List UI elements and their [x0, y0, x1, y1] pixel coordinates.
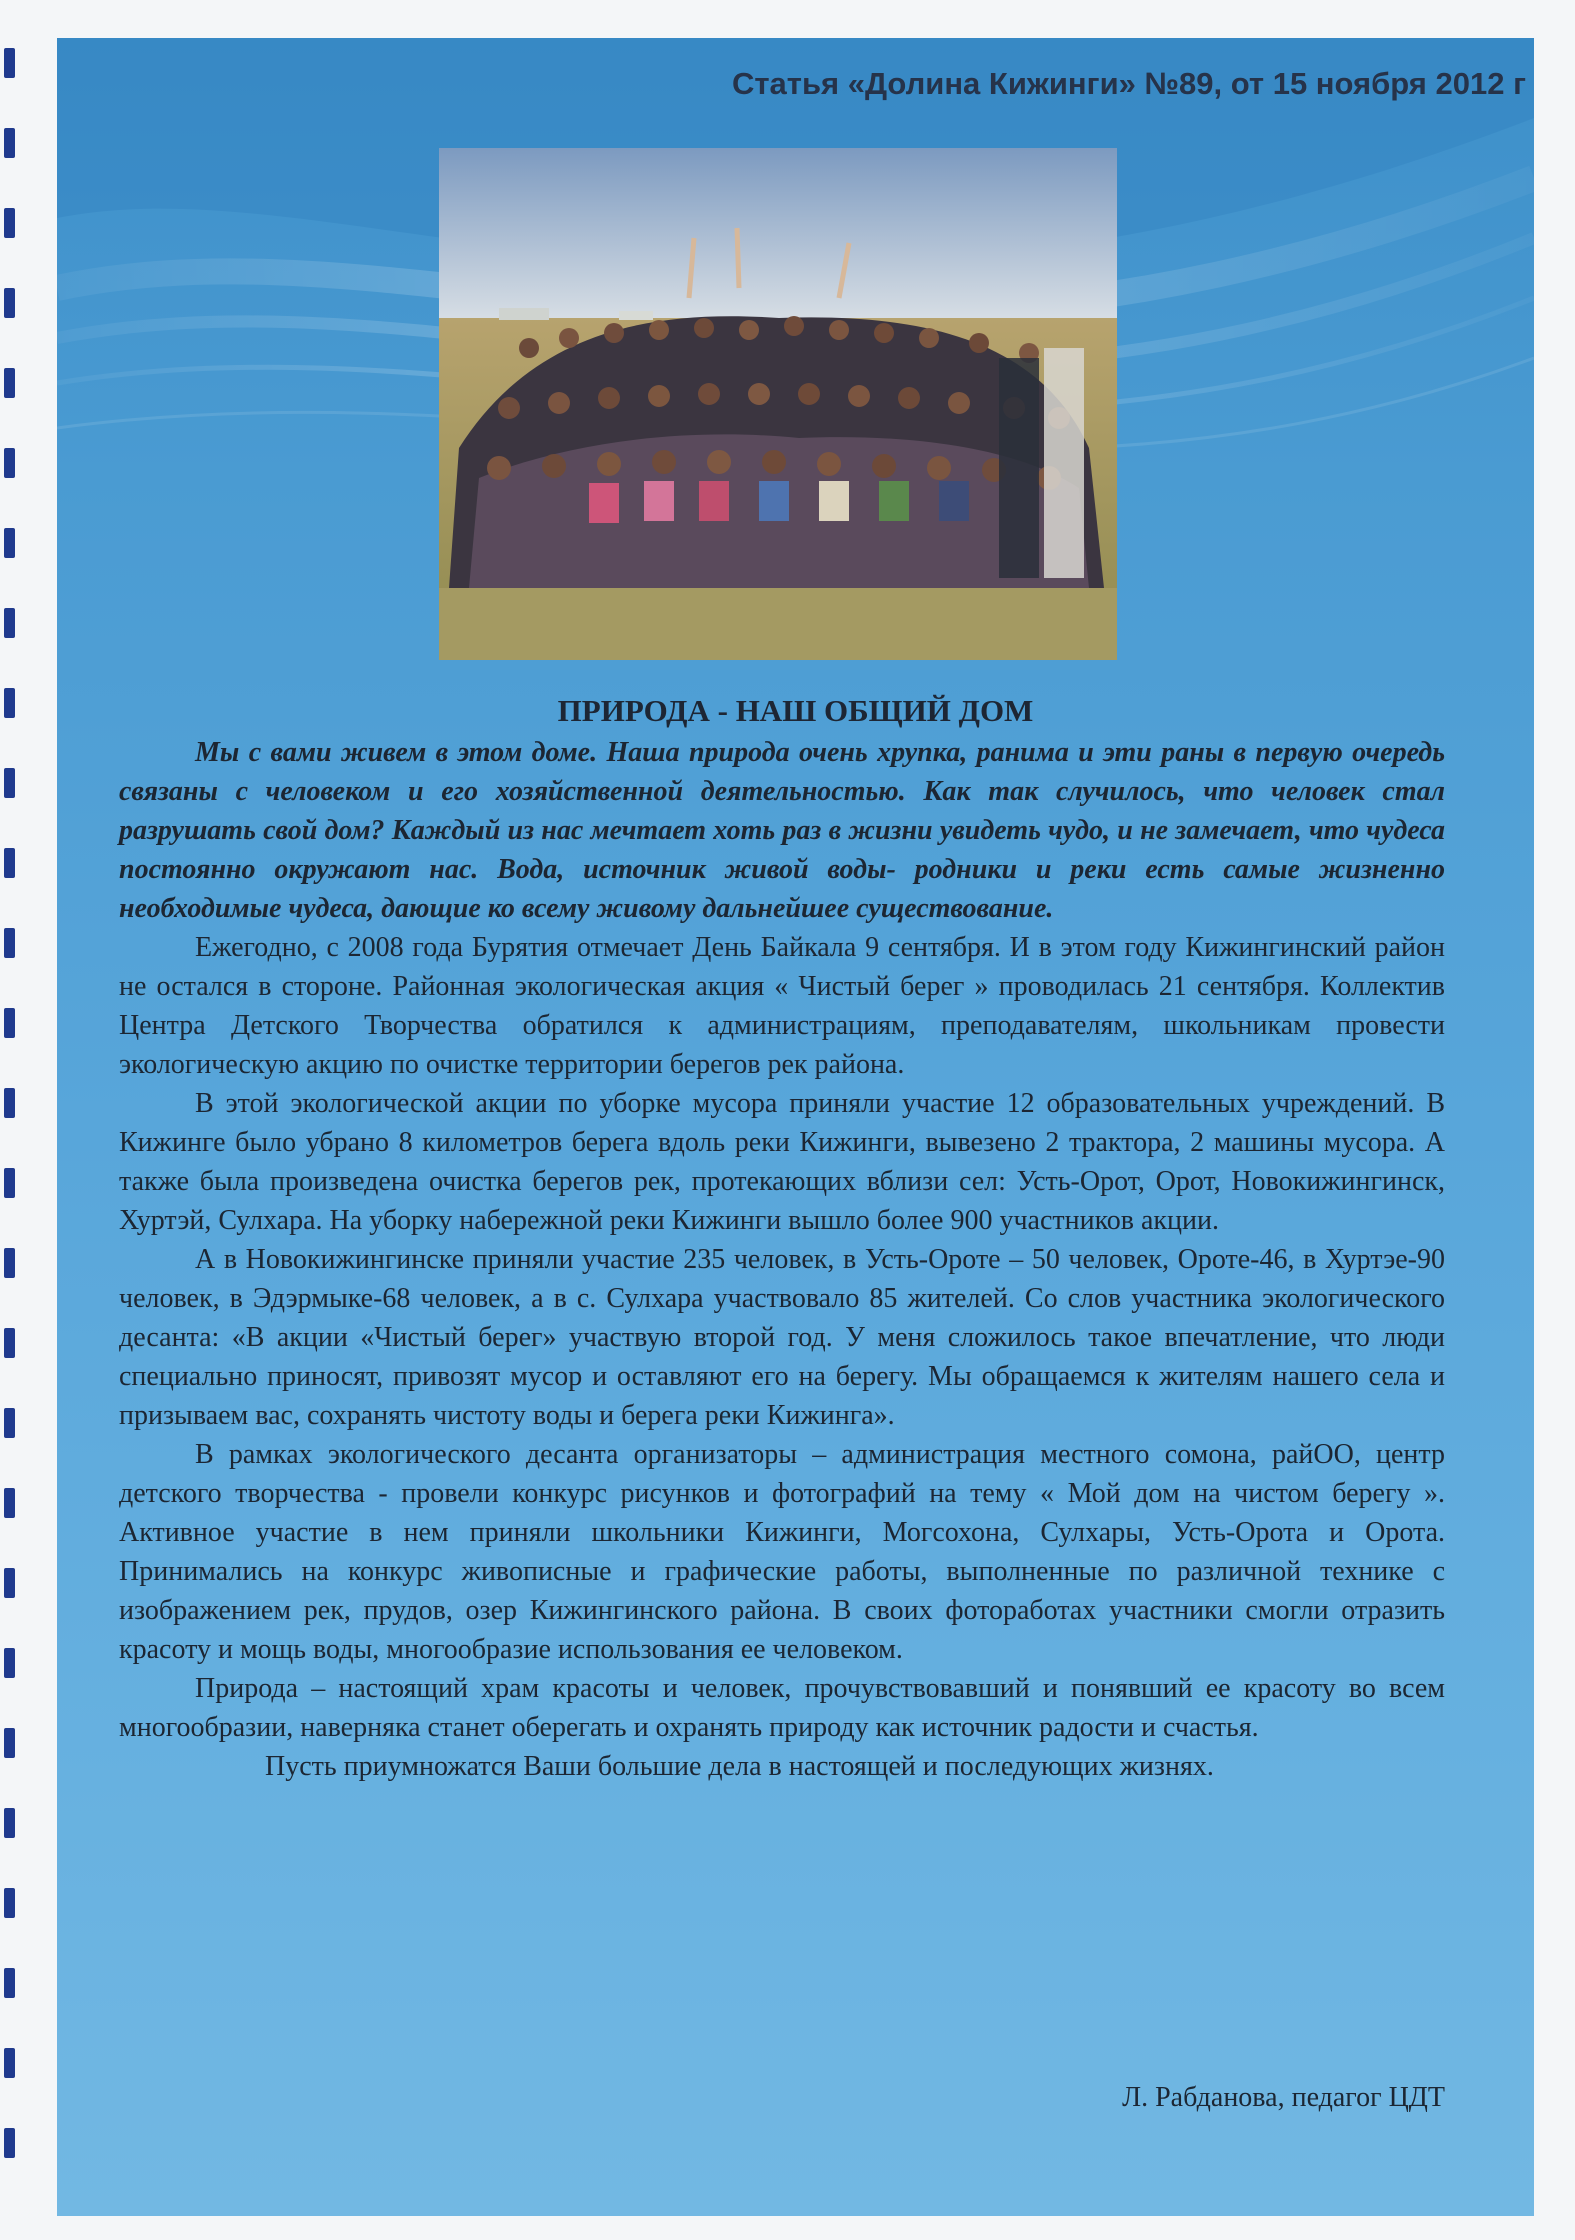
- body-paragraph-4: В рамках экологического десанта организаторы – администрация местного сомона, райОО, центр детского творчества - провели конкурс рисунков и фотографий на тему « Мой дом на чистом берегу ». Активное участие в нем приняли школьники Кижинги, Могсохона, Сулхары, Усть-Орота и Орота. Принимались на конкурс живописные и графические работы, выполненные по различной технике с изображением рек, прудов, озер Кижингинского района. В своих фотоработах участники смогли отразить красоту и мощь воды, многообразие использования ее человеком.: [119, 1439, 1445, 1665]
- binding-hole: [4, 848, 15, 878]
- binding-hole: [4, 1168, 15, 1198]
- binding-hole: [4, 1648, 15, 1678]
- body-paragraph-5: Природа – настоящий храм красоты и человек, прочувствовавший и понявший ее красоту во всем многообразии, наверняка станет оберегать и охранять природу как источник радости и счастья.: [119, 1673, 1445, 1743]
- binding-hole: [4, 1008, 15, 1038]
- binding-hole: [4, 48, 15, 78]
- binding-hole: [4, 1248, 15, 1278]
- binding-hole: [4, 1088, 15, 1118]
- binding-hole: [4, 1728, 15, 1758]
- lead-paragraph: Мы с вами живем в этом доме. Наша природа очень хрупка, ранима и эти раны в первую очередь связаны с человеком и его хозяйственной деятельностью. Как так случилось, что человек стал разрушать свой дом? Каждый из нас мечтает хоть раз в жизни увидеть чудо, и не замечает, что чудеса постоянно окружают нас. Вода, источник живой воды- родники и реки есть самые жизненно необходимые чудеса, дающие ко всему живому дальнейшее существование.: [119, 737, 1445, 924]
- binding-hole: [4, 528, 15, 558]
- group-photo: [439, 148, 1117, 660]
- binding-hole: [4, 768, 15, 798]
- binding-hole: [4, 608, 15, 638]
- article-sheet: [57, 38, 1534, 2216]
- binding-hole: [4, 1888, 15, 1918]
- article-body: [119, 733, 1445, 1786]
- binding-hole: [4, 1808, 15, 1838]
- binding-hole: [4, 288, 15, 318]
- binding-hole: [4, 1408, 15, 1438]
- binding-hole: [4, 1488, 15, 1518]
- binding-hole: [4, 128, 15, 158]
- newspaper-header: Статья «Долина Кижинги» №89, от 15 ноября 2012 г: [731, 66, 1526, 101]
- group-photo-image: [439, 148, 1117, 660]
- binding-hole: [4, 1568, 15, 1598]
- body-paragraph-1: Ежегодно, с 2008 года Бурятия отмечает День Байкала 9 сентября. И в этом году Кижингинский район не остался в стороне. Районная экологическая акция « Чистый берег » проводилась 21 сентября. Коллектив Центра Детского Творчества обратился к администрациям, преподавателям, школьникам провести экологическую акцию по очистке территории берегов рек района.: [119, 932, 1445, 1080]
- binding-hole: [4, 2048, 15, 2078]
- body-paragraph-3: А в Новокижингинске приняли участие 235 человек, в Усть-Ороте – 50 человек, Ороте-46, в Хуртэе-90 человек, в Эдэрмыке-68 человек, а в с. Сулхара участвовало 85 жителей. Со слов участника экологического десанта: «В акции «Чистый берег» участвую второй год. У меня сложилось такое впечатление, что люди специально приносят, привозят мусор и оставляют его на берегу. Мы обращаемся к жителям нашего села и призываем вас, сохранять чистоту воды и берега реки Кижинга».: [119, 1244, 1445, 1431]
- binding-hole: [4, 208, 15, 238]
- body-paragraph-2: В этой экологической акции по уборке мусора приняли участие 12 образовательных учреждений. В Кижинге было убрано 8 километров берега вдоль реки Кижинги, вывезено 2 трактора, 2 машины мусора. А также была произведена очистка берегов рек, протекающих вблизи сел: Усть-Орот, Орот, Новокижингинск, Хуртэй, Сулхара. На уборку набережной реки Кижинги вышло более 900 участников акции.: [119, 1088, 1445, 1236]
- spiral-binding: [0, 0, 40, 2240]
- binding-hole: [4, 1968, 15, 1998]
- author-signature: Л. Рабданова, педагог ЦДТ: [1122, 2082, 1445, 2113]
- binding-hole: [4, 928, 15, 958]
- binding-hole: [4, 688, 15, 718]
- binding-hole: [4, 1328, 15, 1358]
- binding-hole: [4, 368, 15, 398]
- article-title: ПРИРОДА - НАШ ОБЩИЙ ДОМ: [557, 693, 1034, 728]
- closing-line: Пусть приумножатся Ваши большие дела в настоящей и последующих жизнях.: [265, 1751, 1214, 1782]
- binding-hole: [4, 2128, 15, 2158]
- binding-hole: [4, 448, 15, 478]
